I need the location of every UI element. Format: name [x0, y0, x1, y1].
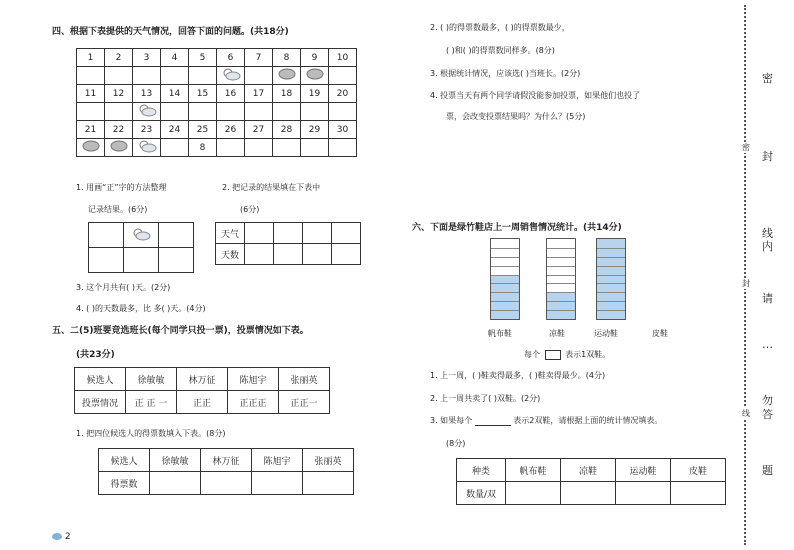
day-cell: 24 [161, 121, 189, 139]
bar-fill [597, 239, 625, 319]
day-cell: 27 [245, 121, 273, 139]
day-cell: 29 [301, 121, 329, 139]
q5-4-line2: 票，会改变投票结果吗？为什么？(5分) [446, 112, 586, 121]
header-cell: 种类 [457, 459, 506, 482]
bar-unit-line [547, 248, 575, 249]
day-cell: 11 [77, 85, 105, 103]
q5-3: 3. 根据统计情况，应该选( )当班长。(2分) [430, 69, 581, 78]
bar-unit-line [547, 283, 575, 284]
header-cell: 张丽英 [279, 368, 330, 391]
header-cell: 徐敏敏 [126, 368, 177, 391]
bar-unit-line [547, 292, 575, 293]
q5-1: 1. 把四位候选人的得票数填入下表。(8分) [76, 429, 226, 438]
header-cell: 候选人 [75, 368, 126, 391]
bar-label: 运动鞋 [594, 329, 618, 338]
q6-1: 1. 上一周，( )鞋卖得最多，( )鞋卖得最少。(4分) [430, 371, 606, 380]
vote-tally-table [74, 367, 330, 414]
bar-unit-line [491, 275, 519, 276]
bar-fill [547, 292, 575, 319]
day-cell: 8 [273, 49, 301, 67]
header-cell: 张丽英 [303, 449, 354, 472]
bar-unit-line [491, 257, 519, 258]
header-cell: 陈旭宇 [252, 449, 303, 472]
binding-mark: 密 [742, 143, 750, 152]
leaf-icon [52, 533, 62, 540]
calendar-row-2-numbers [77, 85, 357, 103]
day-cell: 12 [105, 85, 133, 103]
side-note-char: 请 [762, 292, 773, 305]
bar-column [490, 238, 520, 320]
row-label: 数量/双 [457, 482, 506, 505]
header-cell: 林万征 [177, 368, 228, 391]
cloudy-icon [109, 139, 129, 156]
header-cell: 帆布鞋 [506, 459, 561, 482]
cloudy-icon [81, 139, 101, 156]
bar-unit-line [491, 301, 519, 302]
bar-unit-line [597, 301, 625, 302]
bar-unit-line [597, 283, 625, 284]
vote-cell: 正正正 [228, 391, 279, 414]
days-label: 天数 [216, 244, 245, 265]
bar-unit-line [491, 248, 519, 249]
side-note-char: 题 [762, 464, 773, 477]
votes-label: 投票情况 [75, 391, 126, 414]
cloudy-icon [305, 67, 325, 84]
shoe-count-table [456, 458, 726, 505]
q6-2: 2. 上一周共卖了( )双鞋。(2分) [430, 394, 541, 403]
bar-unit-line [597, 266, 625, 267]
bar-unit-line [547, 266, 575, 267]
day-cell: 28 [273, 121, 301, 139]
bar-unit-line [597, 292, 625, 293]
calendar-row-2-weather [77, 103, 357, 121]
day-cell: 23 [133, 121, 161, 139]
q5-2-line2: ( )和( )的得票数同样多。(8分) [446, 46, 555, 55]
day-cell: 30 [329, 121, 357, 139]
q6-3-prefix: 3. 如果每个 [430, 416, 473, 425]
side-note-char: 密 [762, 72, 773, 85]
q4-2-line1: 2. 把记录的结果填在下表中 [222, 183, 321, 192]
side-note-char: 内 [762, 240, 773, 253]
legend-text [524, 349, 610, 360]
bar-unit-line [547, 275, 575, 276]
calendar-row-1-weather [77, 67, 357, 85]
bar-label: 帆布鞋 [488, 329, 512, 338]
vote-cell: 正正 [177, 391, 228, 414]
bar-unit-line [547, 257, 575, 258]
header-cell: 候选人 [99, 449, 150, 472]
binding-mark: 线 [742, 409, 750, 418]
day-cell: 26 [217, 121, 245, 139]
vote-cell: 正 正 一 [126, 391, 177, 414]
side-note-char: 勿 [762, 394, 773, 407]
vote-cell: 正正一 [279, 391, 330, 414]
q4-1-line1: 1. 用画“正”字的方法整理 [76, 183, 167, 192]
calendar-row-1-numbers [77, 49, 357, 67]
calendar-row-3-numbers [77, 121, 357, 139]
header-cell: 林万征 [201, 449, 252, 472]
day-cell: 22 [105, 121, 133, 139]
section6-title: 六、下面是绿竹鞋店上一周销售情况统计。(共14分) [412, 223, 622, 233]
legend-suffix: 表示1双鞋。 [565, 350, 611, 359]
weather-days-table [215, 222, 361, 265]
day-cell: 2 [105, 49, 133, 67]
row-label: 得票数 [99, 472, 150, 495]
blank-line [475, 416, 511, 426]
section5-title: 五、二(5)班要竞选班长(每个同学只投一票)，投票情况如下表。 [52, 326, 309, 336]
partly-cloudy-icon [137, 103, 157, 120]
day-cell: 4 [161, 49, 189, 67]
bar-unit-line [491, 292, 519, 293]
bar-column [596, 238, 626, 320]
bar-unit-line [597, 310, 625, 311]
day-cell: 3 [133, 49, 161, 67]
header-cell: 运动鞋 [616, 459, 671, 482]
page-number: 2 [52, 532, 71, 542]
day-cell: 25 [189, 121, 217, 139]
day-cell: 13 [133, 85, 161, 103]
day-cell: 15 [189, 85, 217, 103]
header-cell: 陈旭宇 [228, 368, 279, 391]
legend-box-icon [545, 350, 561, 360]
header-cell: 徐敏敏 [150, 449, 201, 472]
binding-dotted-line [744, 5, 747, 545]
bar-unit-line [597, 248, 625, 249]
side-note-char: 封 [762, 150, 773, 163]
q4-3: 3. 这个月共有( )天。(2分) [76, 283, 171, 292]
day-cell: 14 [161, 85, 189, 103]
bar-label: 凉鞋 [549, 329, 565, 338]
bar-unit-line [597, 257, 625, 258]
section5-score: (共23分) [76, 350, 115, 360]
day-cell: 18 [273, 85, 301, 103]
bar-unit-line [547, 310, 575, 311]
header-cell: 皮鞋 [671, 459, 726, 482]
q5-2-line1: 2. ( )的得票数最多，( )的得票数最少， [430, 23, 570, 32]
bar-unit-line [491, 266, 519, 267]
q6-3-suffix: 表示2双鞋，请根据上面的统计情况填表。 [513, 416, 663, 425]
section4-title: 四、根据下表提供的天气情况，回答下面的问题。(共18分) [52, 27, 289, 37]
tally-table [88, 222, 194, 273]
bar-unit-line [597, 275, 625, 276]
side-note-char: … [762, 338, 773, 351]
day-cell: 19 [301, 85, 329, 103]
day-cell: 20 [329, 85, 357, 103]
day-cell: 7 [245, 49, 273, 67]
legend-prefix: 每个 [524, 350, 540, 359]
day-cell: 6 [217, 49, 245, 67]
shoe-sales-chart [480, 238, 690, 318]
bar-unit-line [491, 310, 519, 311]
weather-label: 天气 [216, 223, 245, 244]
day-cell: 17 [245, 85, 273, 103]
partly-cloudy-icon [221, 67, 241, 84]
day-cell: 21 [77, 121, 105, 139]
q6-3-score: (8分) [446, 439, 466, 448]
day-cell: 8 [189, 139, 217, 157]
bar-fill [491, 275, 519, 319]
day-cell: 1 [77, 49, 105, 67]
bar-unit-line [547, 301, 575, 302]
day-cell: 5 [189, 49, 217, 67]
header-cell: 凉鞋 [561, 459, 616, 482]
binding-mark: 封 [742, 279, 750, 288]
day-cell: 10 [329, 49, 357, 67]
partly-cloudy-icon [137, 139, 157, 156]
q4-4: 4. ( )的天数最多，比 多( )天。(4分) [76, 304, 206, 313]
day-cell: 9 [301, 49, 329, 67]
partly-cloudy-icon [131, 227, 151, 244]
bar-label: 皮鞋 [652, 329, 668, 338]
q6-3 [430, 415, 662, 426]
q4-2-line2: (6分) [240, 205, 260, 214]
vote-count-table [98, 448, 354, 495]
weather-calendar [76, 48, 357, 157]
side-note-char: 答 [762, 408, 773, 421]
q5-4-line1: 4. 投票当天有两个同学请假没能参加投票，如果他们也投了 [430, 91, 641, 100]
calendar-row-3-weather [77, 139, 357, 157]
side-note-char: 线 [762, 227, 773, 240]
cloudy-icon [277, 67, 297, 84]
bar-column [546, 238, 576, 320]
q4-1-line2: 记录结果。(6分) [88, 205, 148, 214]
day-cell: 16 [217, 85, 245, 103]
bar-unit-line [491, 283, 519, 284]
